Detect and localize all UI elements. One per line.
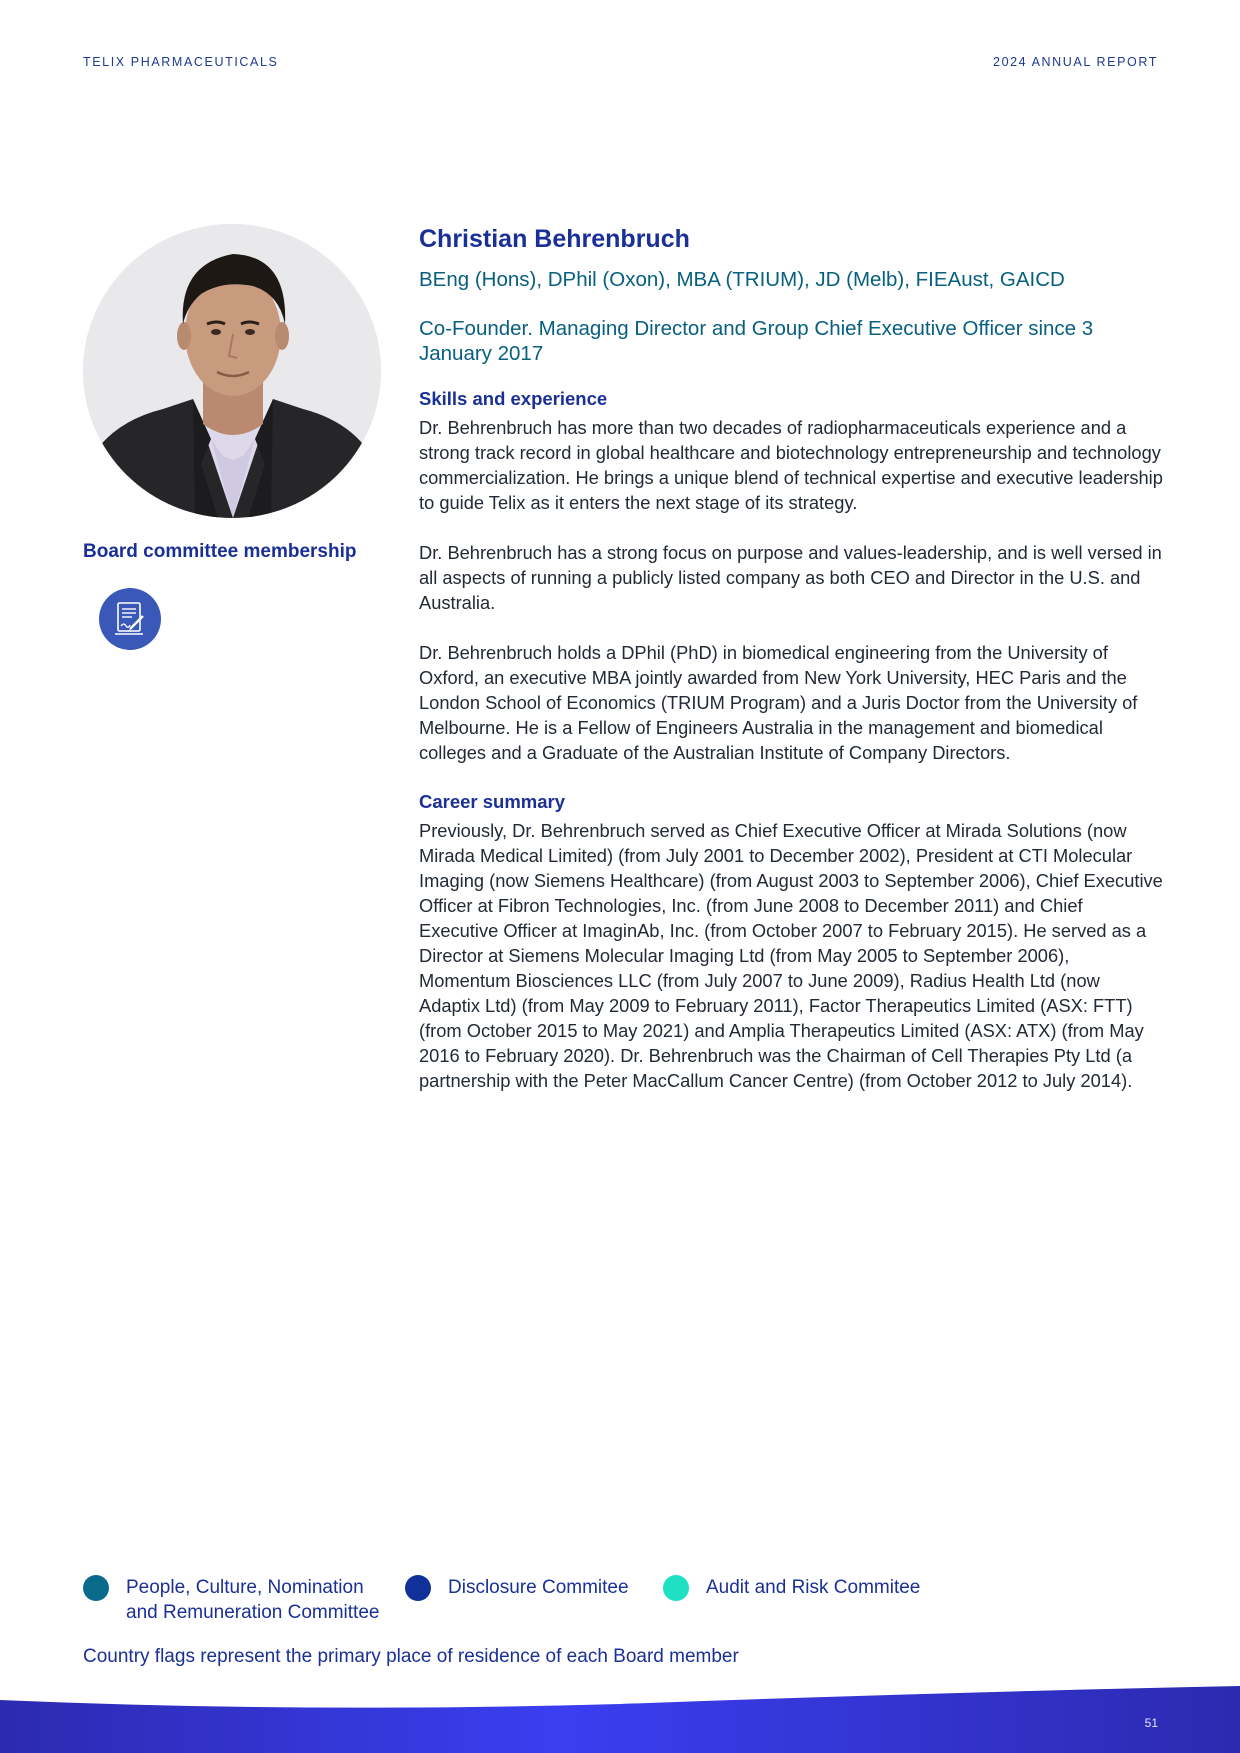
document-signing-icon: [99, 588, 161, 650]
footer-band: [0, 1680, 1240, 1753]
career-heading: Career summary: [419, 791, 566, 812]
skills-heading: Skills and experience: [419, 388, 608, 409]
header-company: TELIX PHARMACEUTICALS: [83, 55, 279, 69]
legend-label: Disclosure Commitee: [448, 1577, 629, 1598]
committee-badge: [99, 588, 161, 650]
skills-paragraph-2: Dr. Behrenbruch has a strong focus on purpose and values-leadership, and is well versed in all aspects of running a publicly listed company as both CEO and Director in the U.S. and Australia.: [419, 542, 1162, 613]
director-portrait: [83, 224, 381, 518]
director-qualifications: BEng (Hons), DPhil (Oxon), MBA (TRIUM), JD (Melb), FIEAust, GAICD: [419, 268, 1065, 291]
profile-content: [419, 222, 1164, 1093]
page-number: 51: [1144, 1716, 1158, 1730]
legend-label: People, Culture, Nomination and Remuneration Committee: [126, 1577, 380, 1623]
legend-dot: [663, 1575, 689, 1601]
skills-paragraph-3: Dr. Behrenbruch holds a DPhil (PhD) in biomedical engineering from the University of Oxford, an executive MBA jointly awarded from New York University, HEC Paris and the London School of Economics (TRIUM Program) and a Juris Doctor from the University of Melbourne. He is a Fellow of Engineers Australia in the management and biomedical colleges and a Graduate of the Australian Institute of Company Directors.: [419, 642, 1138, 763]
director-role: Co-Founder. Managing Director and Group Chief Executive Officer since 3 January 2017: [419, 317, 1094, 365]
board-committee-heading: Board committee membership: [83, 541, 357, 562]
career-paragraph: Previously, Dr. Behrenbruch served as Chief Executive Officer at Mirada Solutions (now Mirada Medical Limited) (from July 2001 to December 2002), President at CTI Molecular Imaging (now Siemens Healthcare) (from August 2003 to September 2006), Chief Executive Officer at Fibron Technologies, Inc. (from June 2008 to December 2011) and Chief Executive Officer at ImaginAb, Inc. (from October 2007 to February 2015). He served as a Director at Siemens Molecular Imaging Ltd (from May 2005 to September 2006), Momentum Biosciences LLC (from July 2007 to June 2009), Radius Health Ltd (now Adaptix Ltd) (from May 2009 to February 2011), Factor Therapeutics Limited (ASX: FTT) (from October 2015 to May 2021) and Amplia Therapeutics Limited (ASX: ATX) (from May 2016 to February 2020). Dr. Behrenbruch was the Chairman of Cell Therapies Pty Ltd (a partnership with the Peter MacCallum Cancer Centre) (from October 2012 to July 2014).: [419, 820, 1163, 1091]
header-report-title: 2024 ANNUAL REPORT: [993, 55, 1158, 69]
director-name: Christian Behrenbruch: [419, 225, 690, 253]
legend-dot: [405, 1575, 431, 1601]
legend-dot: [83, 1575, 109, 1601]
committee-legend: [83, 1575, 1183, 1635]
legend-label: Audit and Risk Commitee: [706, 1577, 921, 1598]
country-flags-note: Country flags represent the primary place of residence of each Board member: [83, 1646, 739, 1667]
skills-paragraph-1: Dr. Behrenbruch has more than two decades of radiopharmaceuticals experience and a strong track record in global healthcare and biotechnology entrepreneurship and technology commercialization. He brings a unique blend of technical expertise and executive leadership to guide Telix as it enters the next stage of its strategy.: [419, 417, 1163, 513]
portrait-photo: [83, 224, 381, 518]
